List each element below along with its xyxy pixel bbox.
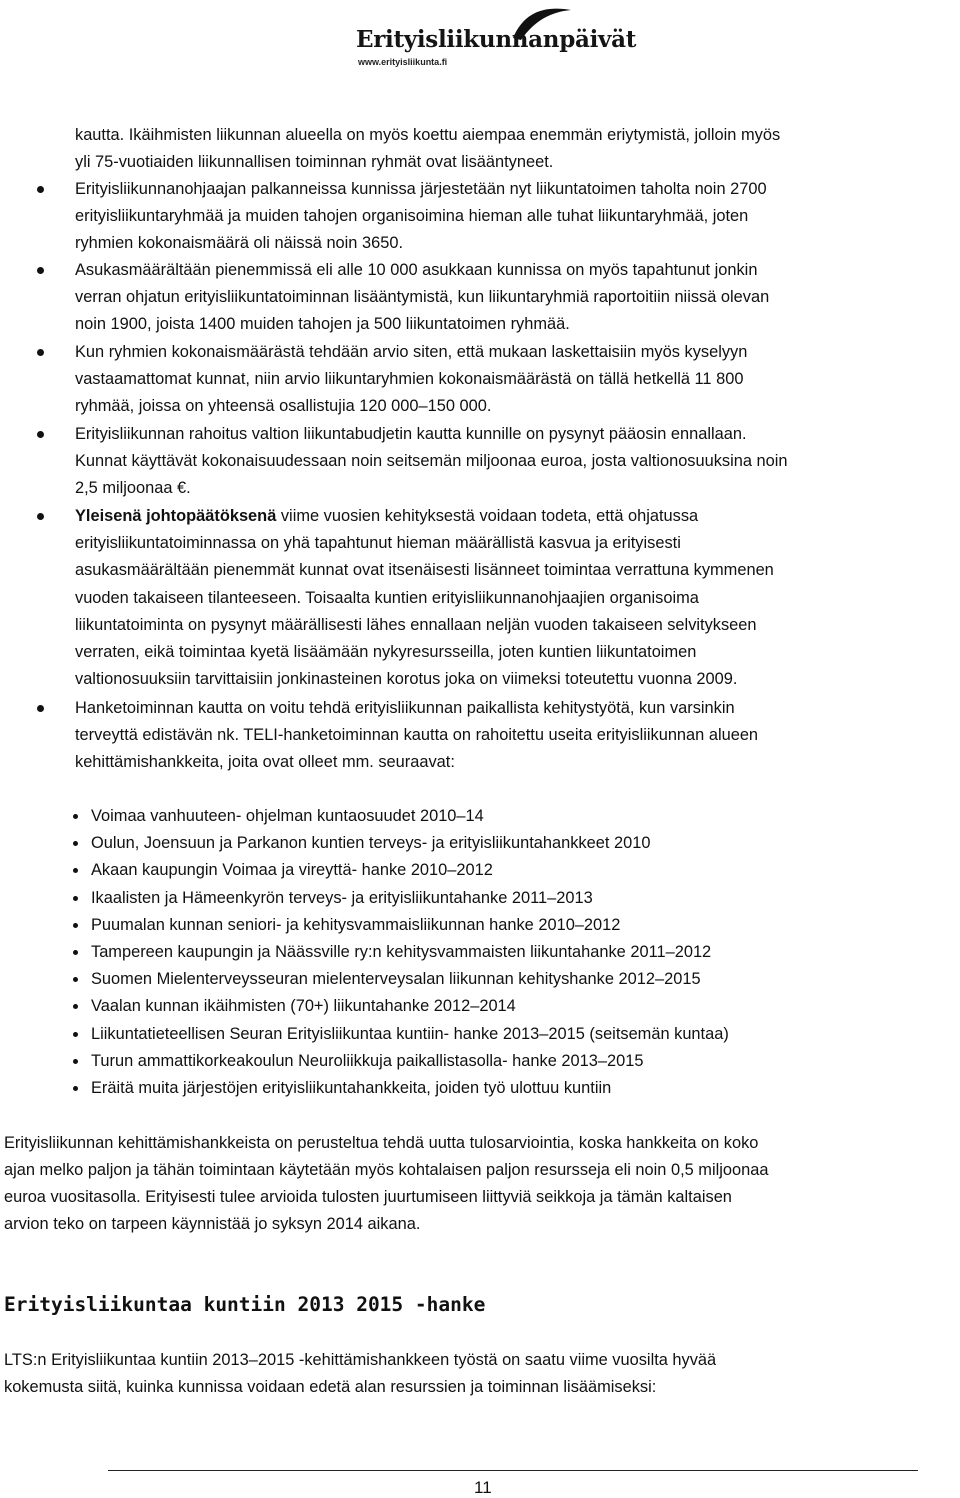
paragraph-line: arvion teko on tarpeen käynnistää jo syksyn 2014 aikana. xyxy=(4,1215,421,1233)
project-item: Ikaalisten ja Hämeenkyrön terveys- ja erityisliikuntahanke 2011–2013 xyxy=(91,888,593,907)
bullet-line: asukasmäärältään pienemmät kunnat ovat itsenäisesti lisänneet toimintaa verrattuna kymmenen xyxy=(75,561,774,580)
project-item: Puumalan kunnan seniori- ja kehitysvammaisliikunnan hanke 2010–2012 xyxy=(91,915,621,934)
list-bullet-icon xyxy=(73,868,78,873)
bullet-line: Kunnat käyttävät kokonaisuudessaan noin seitsemän miljoonaa euroa, josta valtionosuuksina noin xyxy=(75,452,788,471)
paragraph-line: Erityisliikunnan kehittämishankkeista on perusteltua tehdä uutta tulosarviointia, koska hankkeita on koko xyxy=(4,1134,759,1152)
logo-url: www.erityisliikunta.fi xyxy=(358,57,448,67)
bullet-line: valtionosuuksiin tarvittaisiin jonkinasteinen korotus joka on viimeksi toteutettu vuonna 2009. xyxy=(75,670,738,689)
list-bullet-icon xyxy=(73,950,78,955)
bullet-icon xyxy=(37,705,44,712)
logo-accent-text: päivät xyxy=(559,26,637,53)
bullet-line: kehittämishankkeita, joita ovat olleet mm. seuraavat: xyxy=(75,753,455,772)
section-line: kokemusta siitä, kuinka kunnissa voidaan edetä alan resurssien ja toiminnan lisäämiseksi: xyxy=(4,1378,657,1396)
project-item: Tampereen kaupungin ja Näässville ry:n kehitysvammaisten liikuntahanke 2011–2012 xyxy=(91,943,712,961)
project-item: Voimaa vanhuuteen- ohjelman kuntaosuudet 2010–14 xyxy=(91,807,484,825)
bold-lead: Yleisenä johtopäätöksenä xyxy=(75,507,277,525)
bullet-line: liikuntatoiminta on pysynyt määrällisesti lähes ennallaan neljän vuoden takaiseen selvitykseen xyxy=(75,615,757,634)
logo-wordmark xyxy=(356,26,636,53)
bullet-line: terveyttä edistävän nk. TELI-hanketoiminnan kautta on rahoitettu useita erityisliikunnan alueen xyxy=(75,726,759,745)
bullet-line: vuoden takaiseen tilanteeseen. Toisaalta kuntien erityisliikunnanohjaajien organisoima xyxy=(75,588,699,607)
section-line: LTS:n Erityisliikuntaa kuntiin 2013–2015 -kehittämishankkeen työstä on saatu viime vuosilta hyvää xyxy=(4,1351,717,1369)
bullet-icon xyxy=(37,349,44,356)
bullet-icon xyxy=(37,267,44,274)
project-item: Vaalan kunnan ikäihmisten (70+) liikuntahanke 2012–2014 xyxy=(91,997,516,1016)
bullet-icon xyxy=(37,431,44,438)
list-bullet-icon xyxy=(73,1086,78,1091)
project-item: Eräitä muita järjestöjen erityisliikuntahankkeita, joiden työ ulottuu kuntiin xyxy=(91,1079,612,1097)
bullet-line: Hanketoiminnan kautta on voitu tehdä erityisliikunnan paikallista kehitystyötä, kun varsinkin xyxy=(75,699,735,717)
project-item: Liikuntatieteellisen Seuran Erityisliikuntaa kuntiin- hanke 2013–2015 (seitsemän kuntaa) xyxy=(91,1024,729,1043)
project-item: Turun ammattikorkeakoulun Neuroliikkuja paikallistasolla- hanke 2013–2015 xyxy=(91,1051,644,1070)
bullet-line: Kun ryhmien kokonaismäärästä tehdään arvio siten, että mukaan laskettaisiin myös kyselyyn xyxy=(75,343,748,361)
list-bullet-icon xyxy=(73,923,78,928)
project-item: Oulun, Joensuun ja Parkanon kuntien terveys- ja erityisliikuntahankkeet 2010 xyxy=(91,834,651,853)
list-bullet-icon xyxy=(73,814,78,819)
bullet-line: Erityisliikunnanohjaajan palkanneissa kunnissa järjestetään nyt liikuntatoimen taholta noin 2700 xyxy=(75,180,767,198)
bullet-line: verraten, eikä toimintaa kyetä lisäämään nykyresursseilla, joten kuntien liikuntatoimen xyxy=(75,643,697,661)
list-bullet-icon xyxy=(73,1032,78,1037)
bullet-icon xyxy=(37,513,44,520)
list-bullet-icon xyxy=(73,896,78,901)
bullet-line: Erityisliikunnan rahoitus valtion liikuntabudjetin kautta kunnille on pysynyt pääosin ennallaan. xyxy=(75,425,747,443)
project-item: Suomen Mielenterveysseuran mielenterveysalan liikunnan kehityshanke 2012–2015 xyxy=(91,970,701,989)
list-bullet-icon xyxy=(73,1004,78,1009)
paragraph-line: euroa vuositasolla. Erityisesti tulee arvioida tulosten juurtumiseen liittyviä seikkoja ja tämän kaltaisen xyxy=(4,1188,732,1206)
list-bullet-icon xyxy=(73,841,78,846)
bullet-line: Asukasmäärältään pienemmissä eli alle 10 000 asukkaan kunnissa on myös tapahtunut jonkin xyxy=(75,261,758,279)
bullet-icon xyxy=(37,186,44,193)
bullet-line: noin 1900, joista 1400 muiden tahojen ja 500 liikuntatoimen ryhmää. xyxy=(75,315,570,334)
logo-main-text: Erityisliikunnan xyxy=(356,26,560,53)
intro-line: yli 75-vuotiaiden liikunnallisen toiminnan ryhmät ovat lisääntyneet. xyxy=(75,153,554,172)
bullet-line xyxy=(75,506,698,526)
bullet-line: verran ohjatun erityisliikuntatoiminnan lisääntymistä, kun liikuntaryhmiä raportoitiin niissä olevan xyxy=(75,288,770,307)
page-number: 11 xyxy=(474,1478,492,1497)
bullet-line-rest: viime vuosien kehityksestä voidaan todeta, että ohjatussa xyxy=(276,507,699,525)
bullet-line: ryhmien kokonaismäärä oli näissä noin 3650. xyxy=(75,234,403,253)
header-logo xyxy=(352,4,637,76)
list-bullet-icon xyxy=(73,977,78,982)
bullet-line: vastaamattomat kunnat, niin arvio liikuntaryhmien kokonaismäärästä on tällä hetkellä 11 800 xyxy=(75,370,744,389)
footer-rule xyxy=(108,1470,918,1471)
bullet-line: erityisliikuntaryhmää ja muiden tahojen organisoimina hieman alle tuhat liikuntaryhmää, joten xyxy=(75,207,749,226)
bullet-line: ryhmää, joissa on yhteensä osallistujia 120 000–150 000. xyxy=(75,397,492,416)
list-bullet-icon xyxy=(73,1059,78,1064)
intro-line: kautta. Ikäihmisten liikunnan alueella on myös koettu aiempaa enemmän eriytymistä, jolloin myös xyxy=(75,126,781,144)
section-heading: Erityisliikuntaa kuntiin 2013 2015 -hanke xyxy=(4,1293,486,1316)
project-item: Akaan kaupungin Voimaa ja vireyttä- hanke 2010–2012 xyxy=(91,861,493,880)
bullet-line: erityisliikuntatoiminnassa on yhä tapahtunut hieman määrällistä kasvua ja erityisesti xyxy=(75,534,681,553)
bullet-line: 2,5 miljoonaa €. xyxy=(75,479,191,498)
paragraph-line: ajan melko paljon ja tähän toimintaan käytetään myös kohtalaisen paljon resursseja eli noin 0,5 miljoonaa xyxy=(4,1161,769,1179)
